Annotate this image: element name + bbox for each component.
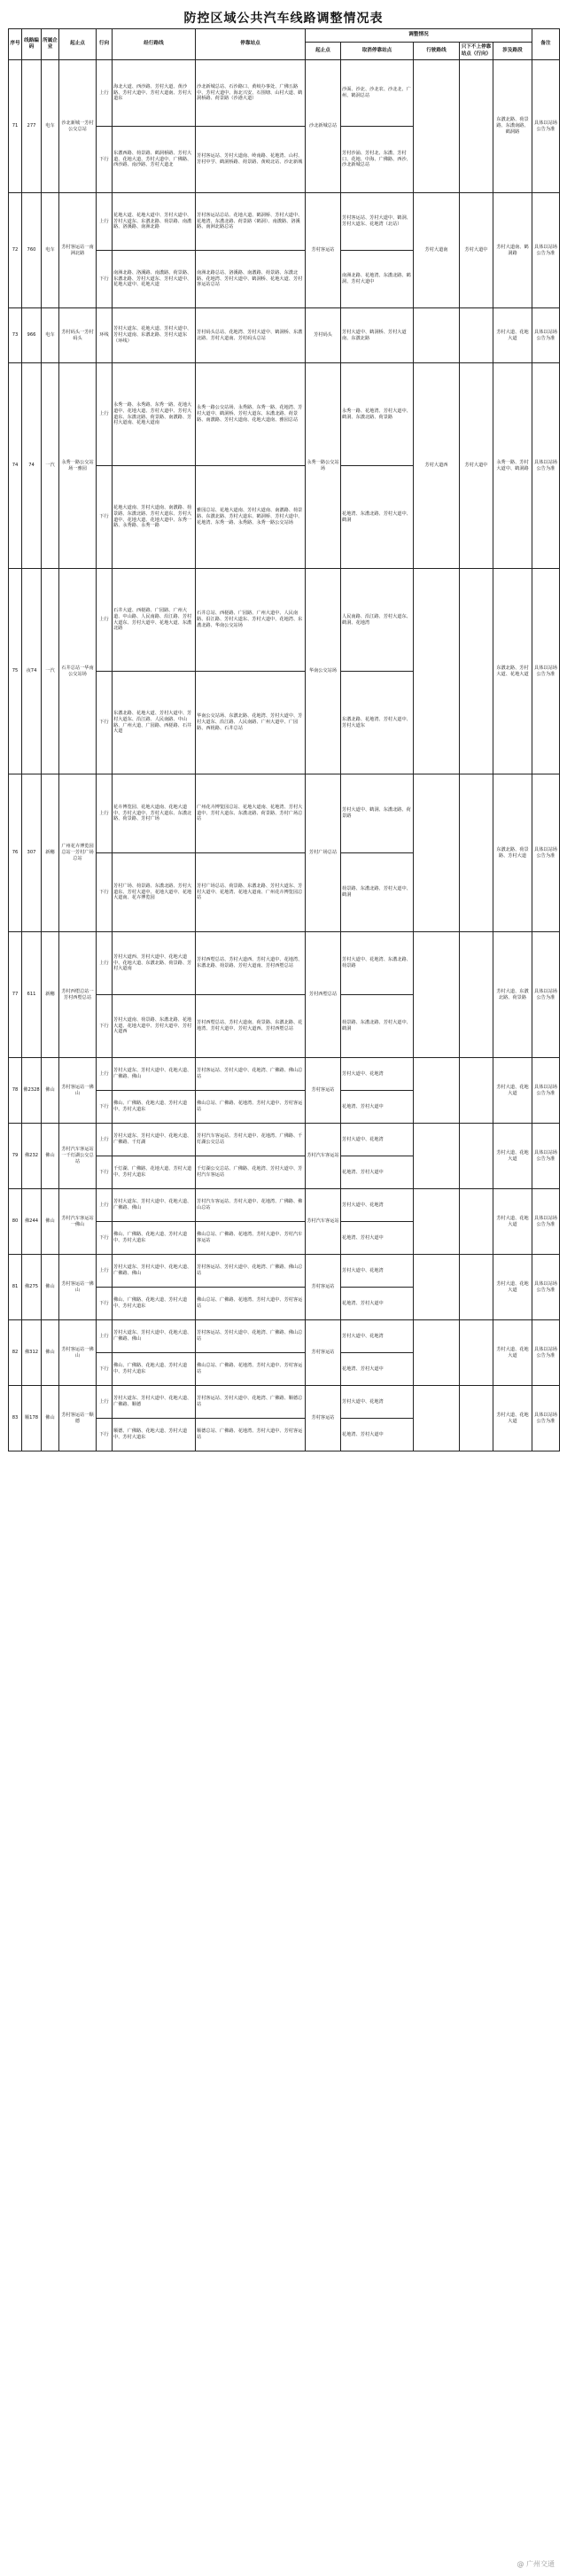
cell-path: 海北大道、西沙路、芳村大道、黄沙路、芳村大道中、芳村大道南、芳村大道东 bbox=[113, 60, 196, 127]
cell-direction: 下行 bbox=[97, 1222, 113, 1255]
header-stops: 停靠站点 bbox=[196, 29, 306, 60]
cell-adjust-getoff bbox=[460, 1189, 493, 1255]
cell-adjust-getoff bbox=[460, 1058, 493, 1124]
cell-route: 74 bbox=[22, 363, 42, 569]
cell-adjust-cancel: 花地湾、芳村大道中 bbox=[341, 1419, 414, 1451]
cell-route: 佛275 bbox=[22, 1255, 42, 1320]
cell-direction: 上行 bbox=[97, 1386, 113, 1419]
cell-adjust-cancel: 花地湾、芳村大道中 bbox=[341, 1353, 414, 1386]
cell-direction: 上行 bbox=[97, 1189, 113, 1222]
cell-adjust-cancel: 芳村大道中、花地湾 bbox=[341, 1320, 414, 1353]
cell-direction: 下行 bbox=[97, 1419, 113, 1451]
cell-adjust-getoff bbox=[460, 1386, 493, 1451]
cell-adjust-zone: 芳村大道、花地大道 bbox=[493, 1386, 532, 1451]
cell-stops: 芳村客运站、芳村大道中、花地湾、广佛路、顺德总站 bbox=[196, 1386, 306, 1419]
cell-adjust-path bbox=[414, 1255, 460, 1320]
cell-seq: 72 bbox=[9, 193, 22, 308]
cell-adjust-path bbox=[414, 60, 460, 193]
cell-stops: 广州花卉博览园总站、花地大道南、花地湾、芳村大道中、芳村大道东、东漖北路、荷景路、芳村广场总站 bbox=[196, 774, 306, 853]
cell-path: 芳村大道东、花地大道、芳村大道中、芳村大道南、东漖北路、芳村大道东（环线） bbox=[113, 308, 196, 363]
cell-adjust-cancel: 南洲北路、花地湾、东漖北路、鹤洞、芳村大道中 bbox=[341, 251, 414, 308]
cell-adjust-getoff bbox=[460, 1320, 493, 1386]
cell-adjust-zone: 东漖北路、荷景路、东漖南路、鹤洞路 bbox=[493, 60, 532, 193]
cell-company: 佛山 bbox=[42, 1320, 59, 1386]
cell-start: 永秀一路公交站场一雅园 bbox=[59, 363, 97, 569]
table-row bbox=[9, 569, 560, 672]
cell-route: 277 bbox=[22, 60, 42, 193]
cell-adjust-start: 芳村客运站 bbox=[306, 1255, 341, 1320]
cell-path: 芳村大道东、芳村大道中、花地大道、广佛路、佛山 bbox=[113, 1189, 196, 1222]
cell-direction: 上行 bbox=[97, 1058, 113, 1091]
table-row bbox=[9, 774, 560, 853]
cell-direction: 上行 bbox=[97, 932, 113, 995]
cell-adjust-path bbox=[414, 1320, 460, 1386]
cell-start: 芳村客运站一顺德 bbox=[59, 1386, 97, 1451]
cell-company: 一汽 bbox=[42, 569, 59, 774]
cell-path: 千灯湖、广佛路、花地大道、芳村大道中、芳村大道东 bbox=[113, 1156, 196, 1189]
cell-company: 电车 bbox=[42, 193, 59, 308]
cell-adjust-path bbox=[414, 308, 460, 363]
cell-seq: 82 bbox=[9, 1320, 22, 1386]
cell-stops: 佛山总站、广佛路、花地湾、芳村大道中、芳村客运站 bbox=[196, 1288, 306, 1320]
cell-seq: 81 bbox=[9, 1255, 22, 1320]
cell-route: 佛2328 bbox=[22, 1058, 42, 1124]
cell-adjust-zone: 永秀一路、芳村大道中、鹤洞路 bbox=[493, 363, 532, 569]
cell-adjust-cancel: 芳村大道中、花地湾 bbox=[341, 1189, 414, 1222]
cell-adjust-path: 芳村大道西 bbox=[414, 363, 460, 569]
cell-path: 芳村大道东、芳村大道中、花地大道、广佛路、佛山 bbox=[113, 1255, 196, 1288]
cell-direction: 上行 bbox=[97, 363, 113, 466]
cell-adjust-zone: 芳村大道、东漖北路、荷景路 bbox=[493, 932, 532, 1058]
cell-adjust-start: 芳村汽车客运站 bbox=[306, 1124, 341, 1189]
header-adjust-cancel: 取消停靠站点 bbox=[341, 43, 414, 60]
cell-adjust-cancel: 荷景路、东漖北路、芳村大道中、鹤洞 bbox=[341, 853, 414, 932]
cell-adjust-path bbox=[414, 932, 460, 1058]
header-company: 所属企业 bbox=[42, 29, 59, 60]
cell-route: 966 bbox=[22, 308, 42, 363]
cell-path: 东漖北路、花地大道、芳村大道中、芳村大道东、沿江路、人民南路、中山路、广州大道、广园路、西槎路、石井大道 bbox=[113, 672, 196, 774]
cell-seq: 80 bbox=[9, 1189, 22, 1255]
cell-stops: 芳村客运站、芳村大道南、岭南路、花地湾、山村、芳村中学、鹤洞桥路、荷景路、黄岐北站、沙北新城 bbox=[196, 127, 306, 193]
cell-note: 具体以站场公告为准 bbox=[532, 1124, 560, 1189]
cell-path: 南洲北路、洛溪路、南漖路、荷景路、东漖北路、芳村大道东、芳村大道中、花地大道中、花地大道 bbox=[113, 251, 196, 308]
cell-adjust-cancel: 芳村沙涌、芳村北、东漖、芳村口、花地、中海、广佛路、西沙、沙北新城总站 bbox=[341, 127, 414, 193]
cell-company: 电车 bbox=[42, 308, 59, 363]
cell-direction: 下行 bbox=[97, 251, 113, 308]
cell-direction: 环线 bbox=[97, 308, 113, 363]
cell-stops: 华南公交站场、东漖北路、花地湾、芳村大道中、芳村大道东、沿江路、人民南路、广州大道中、广园路、西槎路、石井总站 bbox=[196, 672, 306, 774]
table-row bbox=[9, 1386, 560, 1419]
cell-direction: 下行 bbox=[97, 853, 113, 932]
cell-adjust-path bbox=[414, 1124, 460, 1189]
cell-path: 花地大道、花地大道中、芳村大道中、芳村大道东、东漖北路、荷景路、南漖路、洛溪路、南洲北路 bbox=[113, 193, 196, 251]
cell-adjust-cancel: 花地湾、芳村大道中 bbox=[341, 1156, 414, 1189]
cell-direction: 上行 bbox=[97, 60, 113, 127]
cell-adjust-cancel: 芳村大道中、鹤洞、东漖北路、荷景路 bbox=[341, 774, 414, 853]
cell-route: 760 bbox=[22, 193, 42, 308]
cell-note: 具体以站场公告为准 bbox=[532, 193, 560, 308]
cell-seq: 75 bbox=[9, 569, 22, 774]
cell-path: 永秀一路、永秀路、东秀一路、花地大道中、花地大道、芳村大道中、芳村大道东、东漖北路、荷景路、南漖路、芳村大道南、花地大道南 bbox=[113, 363, 196, 466]
cell-direction: 上行 bbox=[97, 193, 113, 251]
cell-adjust-path bbox=[414, 774, 460, 932]
cell-note: 具体以站场公告为准 bbox=[532, 932, 560, 1058]
cell-adjust-cancel: 人民南路、沿江路、芳村大道东、鹤洞、花地湾 bbox=[341, 569, 414, 672]
cell-adjust-cancel: 花地湾、芳村大道中 bbox=[341, 1222, 414, 1255]
cell-adjust-getoff bbox=[460, 774, 493, 932]
cell-start: 芳村客运站一佛山 bbox=[59, 1255, 97, 1320]
cell-adjust-cancel: 芳村大道中、花地湾 bbox=[341, 1058, 414, 1091]
header-direction: 行向 bbox=[97, 29, 113, 60]
cell-route: 顺178 bbox=[22, 1386, 42, 1451]
header-route: 线路编码 bbox=[22, 29, 42, 60]
route-adjustment-table bbox=[8, 28, 560, 1451]
cell-path: 芳村大道东、芳村大道中、花地大道、广佛路、佛山 bbox=[113, 1058, 196, 1091]
cell-path: 芳村大道西、芳村大道中、花地大道中、花地大道、东漖北路、荷景路、芳村大道南 bbox=[113, 932, 196, 995]
cell-stops: 佛山总站、广佛路、花地湾、芳村大道中、芳村客运站 bbox=[196, 1091, 306, 1124]
cell-adjust-cancel: 沙面、沙北、沙北农、沙北北、广州、鹤洞总站 bbox=[341, 60, 414, 127]
cell-start: 芳村汽车客运站一千灯湖公交总站 bbox=[59, 1124, 97, 1189]
cell-adjust-getoff bbox=[460, 60, 493, 193]
cell-path: 芳村大道东、芳村大道中、花地大道、广佛路、千灯湖 bbox=[113, 1124, 196, 1156]
cell-adjust-start: 芳村码头 bbox=[306, 308, 341, 363]
header-path: 经行路线 bbox=[113, 29, 196, 60]
cell-adjust-getoff bbox=[460, 932, 493, 1058]
cell-adjust-cancel: 芳村客运站、芳村大道中、鹤洞、芳村大道东、花地湾（北站） bbox=[341, 193, 414, 251]
cell-seq: 77 bbox=[9, 932, 22, 1058]
header-note: 备注 bbox=[532, 29, 560, 60]
cell-stops: 佛山总站、广佛路、花地湾、芳村大道中、芳村汽车客运站 bbox=[196, 1222, 306, 1255]
cell-stops: 石井总站、西槎路、广园路、广州大道中、人民南路、沿江路、芳村大道东、芳村大道中、花地湾、东漖北路、华南公交站场 bbox=[196, 569, 306, 672]
cell-stops: 芳村汽车客运站、芳村大道中、花地湾、广佛路、佛山总站 bbox=[196, 1189, 306, 1222]
cell-adjust-path bbox=[414, 1058, 460, 1124]
cell-adjust-cancel: 东漖北路、花地湾、芳村大道中、芳村大道东 bbox=[341, 672, 414, 774]
cell-stops: 芳村汽车客运站、芳村大道中、花地湾、广佛路、千灯湖公交总站 bbox=[196, 1124, 306, 1156]
table-row bbox=[9, 308, 560, 363]
header-start: 起止点 bbox=[59, 29, 97, 60]
cell-direction: 上行 bbox=[97, 569, 113, 672]
cell-adjust-cancel: 芳村大道中、花地湾 bbox=[341, 1255, 414, 1288]
cell-path: 芳村大道东、芳村大道中、花地大道、广佛路、佛山 bbox=[113, 1320, 196, 1353]
cell-note: 具体以站场公告为准 bbox=[532, 774, 560, 932]
cell-seq: 71 bbox=[9, 60, 22, 193]
cell-stops: 南洲北路总站、洛溪路、南漖路、荷景路、东漖北路、花地湾、芳村大道中、鹤洞桥、花地大道、芳村客运站总站 bbox=[196, 251, 306, 308]
cell-adjust-cancel: 芳村大道中、鹤洞桥、芳村大道南、东漖北路 bbox=[341, 308, 414, 363]
cell-stops: 千灯湖公交总站、广佛路、花地湾、芳村大道中、芳村汽车客运站 bbox=[196, 1156, 306, 1189]
cell-company: 一汽 bbox=[42, 363, 59, 569]
cell-company: 新穗 bbox=[42, 774, 59, 932]
cell-adjust-getoff bbox=[460, 569, 493, 774]
cell-adjust-path bbox=[414, 1189, 460, 1255]
cell-stops: 雅园总站、花地大道南、芳村大道南、南漖路、荷景路、东漖北路、芳村大道东、鹤洞桥、芳村大道中、花地湾、东秀一路、永秀路、永秀一路公交站场 bbox=[196, 466, 306, 569]
table-header-row bbox=[9, 29, 560, 43]
cell-adjust-zone: 东漖北路、芳村大道、花地大道 bbox=[493, 569, 532, 774]
cell-path: 花地大道南、芳村大道南、南漖路、荷景路、东漖北路、芳村大道东、芳村大道中、花地大道、花地大道中、东秀一路、永秀路、永秀一路 bbox=[113, 466, 196, 569]
cell-path: 石井大道、西槎路、广园路、广州大道、中山路、人民南路、沿江路、芳村大道东、芳村大道中、花地大道、东漖北路 bbox=[113, 569, 196, 672]
cell-note: 具体以站场公告为准 bbox=[532, 1058, 560, 1124]
cell-direction: 下行 bbox=[97, 466, 113, 569]
cell-direction: 上行 bbox=[97, 1255, 113, 1288]
cell-direction: 下行 bbox=[97, 995, 113, 1058]
table-row bbox=[9, 1058, 560, 1091]
watermark: @ 广州交通 bbox=[517, 2560, 555, 2568]
cell-direction: 上行 bbox=[97, 1320, 113, 1353]
cell-route: 夜74 bbox=[22, 569, 42, 774]
cell-company: 佛山 bbox=[42, 1189, 59, 1255]
cell-direction: 上行 bbox=[97, 774, 113, 853]
header-adjust-getoff: 只下不上停靠站点（行向） bbox=[460, 43, 493, 60]
cell-path: 芳村广场、荷景路、东漖北路、芳村大道东、芳村大道中、花地大道中、花地大道南、花卉博览园 bbox=[113, 853, 196, 932]
cell-company: 佛山 bbox=[42, 1058, 59, 1124]
cell-seq: 78 bbox=[9, 1058, 22, 1124]
table-row bbox=[9, 932, 560, 995]
cell-adjust-cancel: 花地湾、芳村大道中 bbox=[341, 1288, 414, 1320]
cell-path: 芳村大道东、芳村大道中、花地大道、广佛路、顺德 bbox=[113, 1386, 196, 1419]
header-adjust-path: 行驶路线 bbox=[414, 43, 460, 60]
cell-stops: 芳村客运站、芳村大道中、花地湾、广佛路、佛山总站 bbox=[196, 1255, 306, 1288]
cell-stops: 芳村客运站总站、花地大道、鹤洞桥、芳村大道中、花地湾、东漖北路、荷景路（鹤洞）、南漖路、洛溪路、南洲北路总站 bbox=[196, 193, 306, 251]
page-title: 防控区域公共汽车线路调整情况表 bbox=[183, 12, 384, 26]
table-body bbox=[9, 60, 560, 1451]
header-adjust-start: 起止点 bbox=[306, 43, 341, 60]
cell-path: 花卉博览园、花地大道南、花地大道中、芳村大道中、芳村大道东、东漖北路、荷景路、芳村广场 bbox=[113, 774, 196, 853]
cell-adjust-getoff: 芳村大道中 bbox=[460, 193, 493, 308]
cell-adjust-zone: 芳村大道、花地大道 bbox=[493, 1058, 532, 1124]
table-row bbox=[9, 1189, 560, 1222]
cell-stops: 芳村广场总站、荷景路、东漖北路、芳村大道东、芳村大道中、花地湾、花地大道南、广州花卉博览园总站 bbox=[196, 853, 306, 932]
header-adjust-zone: 涉及路段 bbox=[493, 43, 532, 60]
cell-adjust-cancel: 芳村大道中、花地湾、东漖北路、荷景路 bbox=[341, 932, 414, 995]
cell-adjust-zone: 芳村大道、花地大道 bbox=[493, 1124, 532, 1189]
cell-start: 芳村客运站一南洲北路 bbox=[59, 193, 97, 308]
cell-start: 芳村客运站一佛山 bbox=[59, 1320, 97, 1386]
cell-start: 沙北新城一芳村公交总站 bbox=[59, 60, 97, 193]
cell-company: 新穗 bbox=[42, 932, 59, 1058]
table-row bbox=[9, 193, 560, 251]
cell-adjust-cancel: 芳村大道中、花地湾 bbox=[341, 1124, 414, 1156]
cell-stops: 芳村西塱总站、芳村大道西、芳村大道中、花地湾、东漖北路、荷景路、芳村大道南、芳村西塱总站 bbox=[196, 932, 306, 995]
cell-stops: 芳村西塱总站、芳村大道南、荷景路、东漖北路、花地湾、芳村大道中、芳村大道西、芳村西塱总站 bbox=[196, 995, 306, 1058]
cell-adjust-zone: 芳村大道、花地大道 bbox=[493, 1320, 532, 1386]
cell-adjust-zone: 东漖北路、荷景路、芳村大道 bbox=[493, 774, 532, 932]
table-row bbox=[9, 1124, 560, 1156]
cell-start: 广州花卉博览园总站一芳村广场总站 bbox=[59, 774, 97, 932]
cell-route: 佛244 bbox=[22, 1189, 42, 1255]
cell-adjust-getoff bbox=[460, 308, 493, 363]
cell-adjust-start: 芳村客运站 bbox=[306, 1058, 341, 1124]
cell-adjust-cancel: 花地湾、东漖北路、芳村大道中、鹤洞 bbox=[341, 466, 414, 569]
cell-seq: 73 bbox=[9, 308, 22, 363]
header-seq: 序号 bbox=[9, 29, 22, 60]
cell-adjust-cancel: 永秀一路、花地湾、芳村大道中、鹤洞、东漖北路、荷景路 bbox=[341, 363, 414, 466]
table-row bbox=[9, 363, 560, 466]
cell-adjust-cancel: 花地湾、芳村大道中 bbox=[341, 1091, 414, 1124]
cell-adjust-start: 沙北新城总站 bbox=[306, 60, 341, 193]
cell-adjust-zone: 芳村大道南、鹤洞路 bbox=[493, 193, 532, 308]
cell-seq: 79 bbox=[9, 1124, 22, 1189]
cell-direction: 下行 bbox=[97, 1091, 113, 1124]
cell-start: 芳村汽车客运站一佛山 bbox=[59, 1189, 97, 1255]
cell-stops: 顺德总站、广佛路、花地湾、芳村大道中、芳村客运站 bbox=[196, 1419, 306, 1451]
cell-adjust-start: 芳村客运站 bbox=[306, 1320, 341, 1386]
cell-adjust-cancel: 荷景路、东漖北路、芳村大道中、鹤洞 bbox=[341, 995, 414, 1058]
cell-note: 具体以站场公告为准 bbox=[532, 60, 560, 193]
cell-start: 芳村码头一芳村码头 bbox=[59, 308, 97, 363]
cell-note: 具体以站场公告为准 bbox=[532, 569, 560, 774]
cell-route: 佛232 bbox=[22, 1124, 42, 1189]
cell-adjust-getoff: 芳村大道中 bbox=[460, 363, 493, 569]
cell-company: 电车 bbox=[42, 60, 59, 193]
cell-seq: 76 bbox=[9, 774, 22, 932]
cell-adjust-path bbox=[414, 569, 460, 774]
cell-path: 芳村大道南、荷景路、东漖北路、花地大道、花地大道中、芳村大道中、芳村大道西 bbox=[113, 995, 196, 1058]
cell-adjust-start: 芳村客运站 bbox=[306, 1386, 341, 1451]
cell-adjust-start: 芳村客运站 bbox=[306, 193, 341, 308]
cell-adjust-start: 华南公交站场 bbox=[306, 569, 341, 774]
cell-path: 顺德、广佛路、花地大道、芳村大道中、芳村大道东 bbox=[113, 1419, 196, 1451]
cell-start: 芳村西塱总站一芳村西塱总站 bbox=[59, 932, 97, 1058]
cell-path: 佛山、广佛路、花地大道、芳村大道中、芳村大道东 bbox=[113, 1288, 196, 1320]
cell-note: 具体以站场公告为准 bbox=[532, 1386, 560, 1451]
cell-note: 具体以站场公告为准 bbox=[532, 308, 560, 363]
cell-stops: 芳村客运站、芳村大道中、花地湾、广佛路、佛山总站 bbox=[196, 1058, 306, 1091]
cell-adjust-getoff bbox=[460, 1124, 493, 1189]
cell-route: 611 bbox=[22, 932, 42, 1058]
cell-seq: 74 bbox=[9, 363, 22, 569]
cell-direction: 下行 bbox=[97, 1156, 113, 1189]
cell-adjust-path: 芳村大道南 bbox=[414, 193, 460, 308]
cell-company: 佛山 bbox=[42, 1386, 59, 1451]
cell-stops: 沙北新城总站、石沙路口、黄岐办事处、广佛五路中、芳村大道中、海北兴安、石围塘、山村大道、鹤洞桥路、荷景路（沙港大道） bbox=[196, 60, 306, 127]
cell-adjust-path bbox=[414, 1386, 460, 1451]
cell-stops: 芳村码头总站、花地湾、芳村大道中、鹤洞桥、东漖北路、芳村大道南、芳村码头总站 bbox=[196, 308, 306, 363]
cell-direction: 上行 bbox=[97, 1124, 113, 1156]
cell-direction: 下行 bbox=[97, 672, 113, 774]
cell-adjust-zone: 芳村大道、花地大道 bbox=[493, 1255, 532, 1320]
cell-start: 芳村客运站一佛山 bbox=[59, 1058, 97, 1124]
cell-note: 具体以站场公告为准 bbox=[532, 1320, 560, 1386]
cell-adjust-cancel: 芳村大道中、花地湾 bbox=[341, 1386, 414, 1419]
cell-company: 佛山 bbox=[42, 1255, 59, 1320]
cell-adjust-start: 芳村西塱总站 bbox=[306, 932, 341, 1058]
cell-start: 石井总站一华南公交站场 bbox=[59, 569, 97, 774]
table-row bbox=[9, 60, 560, 127]
cell-adjust-getoff bbox=[460, 1255, 493, 1320]
cell-note: 具体以站场公告为准 bbox=[532, 363, 560, 569]
cell-adjust-start: 永秀一路公交站场 bbox=[306, 363, 341, 569]
cell-route: 佛312 bbox=[22, 1320, 42, 1386]
cell-note: 具体以站场公告为准 bbox=[532, 1189, 560, 1255]
cell-adjust-start: 芳村汽车客运站 bbox=[306, 1189, 341, 1255]
table-row bbox=[9, 1255, 560, 1288]
cell-stops: 永秀一路公交站场、永秀路、东秀一路、花地湾、芳村大道中、鹤洞桥、芳村大道东、东漖北路、荷景路、南漖路、芳村大道南、花地大道南、雅园总站 bbox=[196, 363, 306, 466]
cell-path: 佛山、广佛路、花地大道、芳村大道中、芳村大道东 bbox=[113, 1222, 196, 1255]
cell-stops: 佛山总站、广佛路、花地湾、芳村大道中、芳村客运站 bbox=[196, 1353, 306, 1386]
header-adjust: 调整情况 bbox=[306, 29, 532, 43]
cell-adjust-start: 芳村广场总站 bbox=[306, 774, 341, 932]
cell-direction: 下行 bbox=[97, 1353, 113, 1386]
table-row bbox=[9, 1320, 560, 1353]
cell-company: 佛山 bbox=[42, 1124, 59, 1189]
cell-path: 东漖西路、荷景路、鹤洞桥路、芳村大道、花地大道、芳村大道中、广佛路、西沙路、南沙路、芳村大道北 bbox=[113, 127, 196, 193]
cell-path: 佛山、广佛路、花地大道、芳村大道中、芳村大道东 bbox=[113, 1091, 196, 1124]
cell-stops: 芳村客运站、芳村大道中、花地湾、广佛路、佛山总站 bbox=[196, 1320, 306, 1353]
cell-direction: 下行 bbox=[97, 1288, 113, 1320]
cell-adjust-zone: 芳村大道、花地大道 bbox=[493, 1189, 532, 1255]
cell-seq: 83 bbox=[9, 1386, 22, 1451]
cell-direction: 下行 bbox=[97, 127, 113, 193]
cell-note: 具体以站场公告为准 bbox=[532, 1255, 560, 1320]
cell-route: 307 bbox=[22, 774, 42, 932]
cell-adjust-zone: 芳村大道、花地大道 bbox=[493, 308, 532, 363]
cell-path: 佛山、广佛路、花地大道、芳村大道中、芳村大道东 bbox=[113, 1353, 196, 1386]
